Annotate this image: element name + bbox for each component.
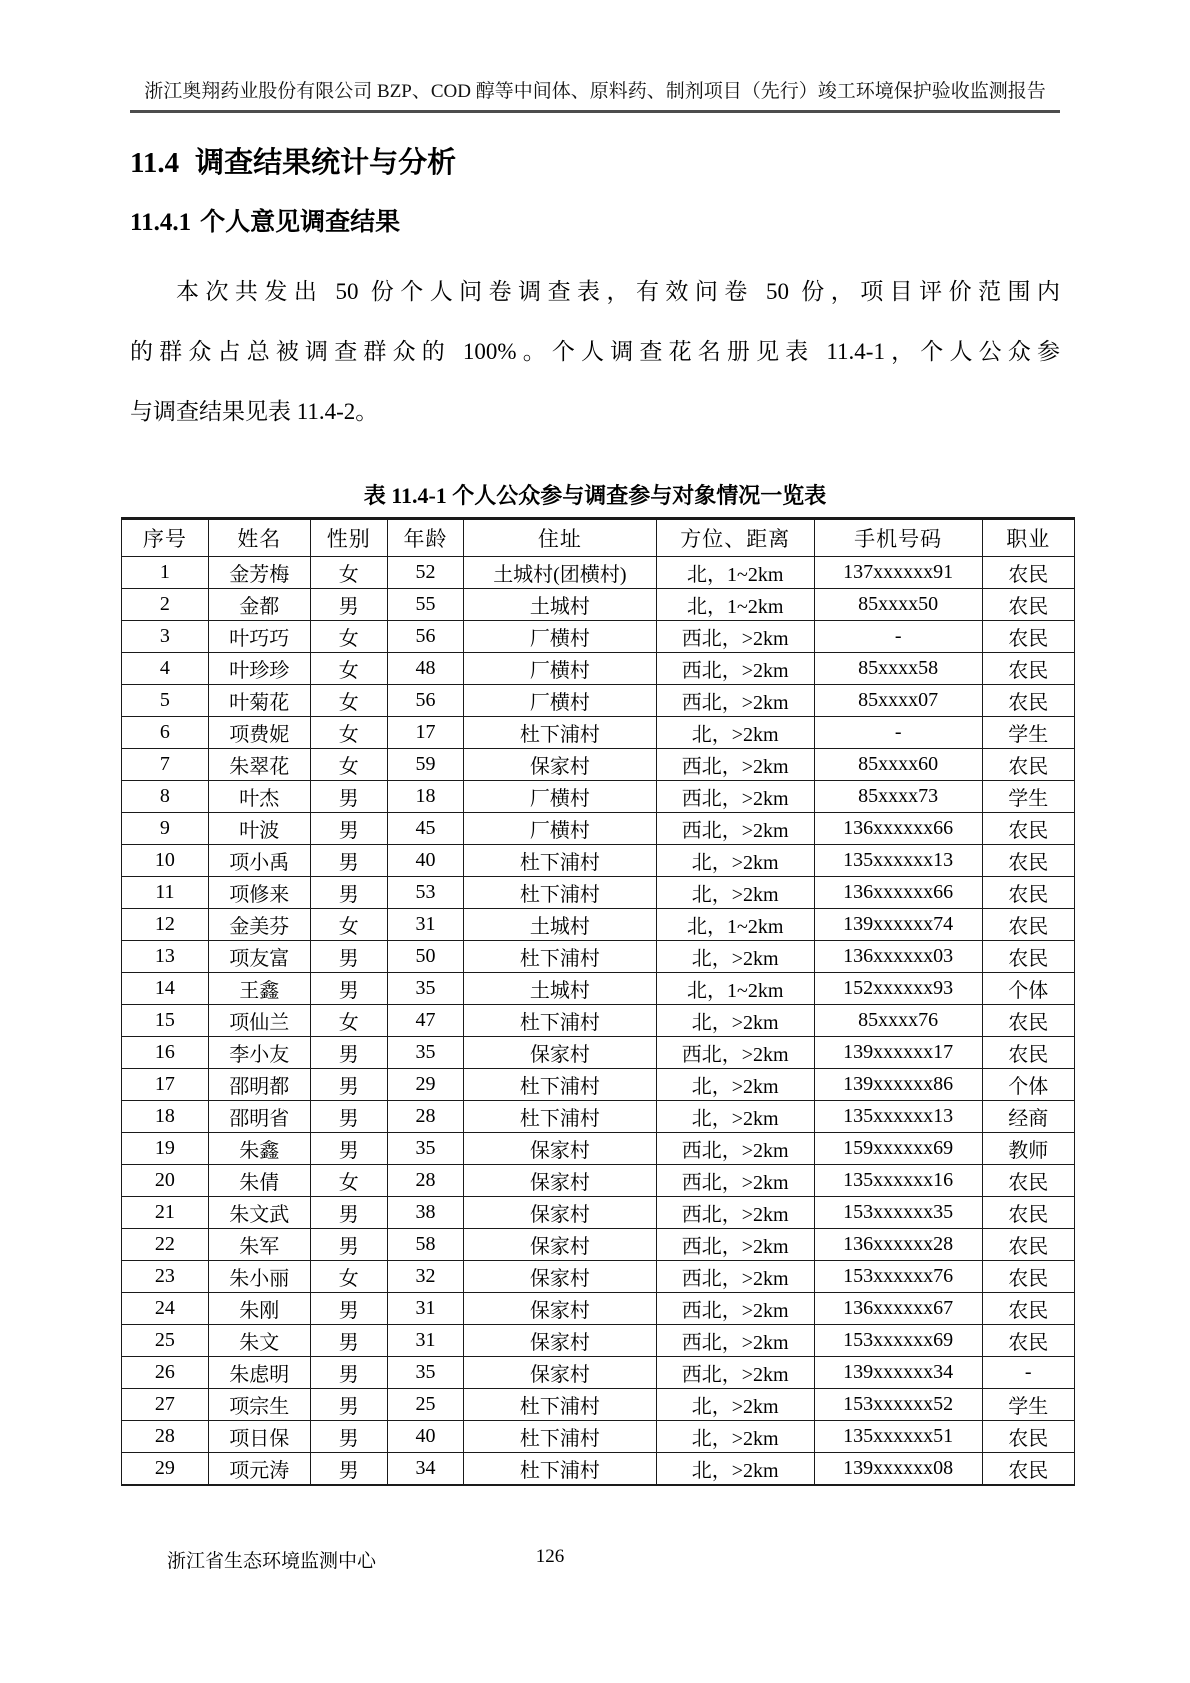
table-cell: 项日保 <box>208 1421 310 1453</box>
table-row <box>122 1293 1075 1325</box>
table-cell: 厂横村 <box>464 653 657 685</box>
table-cell: 85xxxx76 <box>814 1005 982 1037</box>
table-cell: 男 <box>310 1037 387 1069</box>
table-cell: 北，>2km <box>656 941 814 973</box>
table-cell: 厂横村 <box>464 621 657 653</box>
table-row <box>122 1421 1075 1453</box>
table-cell: 西北，>2km <box>656 813 814 845</box>
table-cell: 农民 <box>982 1005 1074 1037</box>
table-cell: 北，1~2km <box>656 909 814 941</box>
table-cell: 男 <box>310 813 387 845</box>
table-cell: 男 <box>310 1229 387 1261</box>
table-cell: 29 <box>387 1069 463 1101</box>
table-row <box>122 781 1075 813</box>
table-row <box>122 653 1075 685</box>
table-cell: 58 <box>387 1229 463 1261</box>
table-cell: 北，>2km <box>656 717 814 749</box>
table-cell: 139xxxxxx34 <box>814 1357 982 1389</box>
table-cell: 北，1~2km <box>656 589 814 621</box>
table-row <box>122 1069 1075 1101</box>
table-row <box>122 1389 1075 1421</box>
table-cell: 53 <box>387 877 463 909</box>
table-cell: 136xxxxxx67 <box>814 1293 982 1325</box>
table-cell: 邵明都 <box>208 1069 310 1101</box>
table-cell: 28 <box>122 1421 209 1453</box>
table-row <box>122 1005 1075 1037</box>
table-cell: 男 <box>310 1293 387 1325</box>
table-cell: 保家村 <box>464 1037 657 1069</box>
table-cell: 杜下浦村 <box>464 877 657 909</box>
table-row <box>122 621 1075 653</box>
table-cell: 18 <box>387 781 463 813</box>
table-cell: 农民 <box>982 1197 1074 1229</box>
table-row <box>122 1037 1075 1069</box>
table-cell: 139xxxxxx08 <box>814 1453 982 1486</box>
table-cell: 28 <box>387 1165 463 1197</box>
table-cell: 56 <box>387 621 463 653</box>
table-cell: 男 <box>310 1325 387 1357</box>
table-row <box>122 1357 1075 1389</box>
table-cell: 40 <box>387 845 463 877</box>
table-cell: 朱虑明 <box>208 1357 310 1389</box>
table-cell: 13 <box>122 941 209 973</box>
table-row <box>122 1453 1075 1486</box>
table-cell: 土城村(团横村) <box>464 557 657 589</box>
table-cell: 农民 <box>982 1037 1074 1069</box>
table-cell: 西北，>2km <box>656 653 814 685</box>
table-cell: 西北，>2km <box>656 1197 814 1229</box>
table-row <box>122 1165 1075 1197</box>
table-cell: 24 <box>122 1293 209 1325</box>
table-cell: 北，>2km <box>656 1005 814 1037</box>
table-cell: 27 <box>122 1389 209 1421</box>
table-cell: 叶珍珍 <box>208 653 310 685</box>
table-row <box>122 519 1075 557</box>
table-cell: 西北，>2km <box>656 1133 814 1165</box>
table-cell: 土城村 <box>464 909 657 941</box>
table-cell: 136xxxxxx66 <box>814 877 982 909</box>
table-row <box>122 685 1075 717</box>
table-cell: 16 <box>122 1037 209 1069</box>
table-cell: 17 <box>122 1069 209 1101</box>
table-cell: 14 <box>122 973 209 1005</box>
table-cell: 北，>2km <box>656 1389 814 1421</box>
table-cell: 女 <box>310 717 387 749</box>
table-cell: 137xxxxxx91 <box>814 557 982 589</box>
table-cell: 西北，>2km <box>656 685 814 717</box>
table-cell: 土城村 <box>464 973 657 1005</box>
paragraph-line: 的群众占总被调查群众的 100%。个人调查花名册见表 11.4-1，个人公众参 <box>130 339 1060 364</box>
table-row <box>122 877 1075 909</box>
table-cell: 保家村 <box>464 1261 657 1293</box>
table-cell: 农民 <box>982 621 1074 653</box>
table-cell: 女 <box>310 909 387 941</box>
table-column-header: 姓名 <box>208 519 310 557</box>
table-cell: 农民 <box>982 1165 1074 1197</box>
table-cell: 25 <box>387 1389 463 1421</box>
table-cell: 叶波 <box>208 813 310 845</box>
subsection-title: 个人意见调查结果 <box>200 209 401 236</box>
table-cell: 男 <box>310 1133 387 1165</box>
table-cell: 保家村 <box>464 1165 657 1197</box>
table-cell: 西北，>2km <box>656 1357 814 1389</box>
table-cell: 男 <box>310 1421 387 1453</box>
table-cell: 项元涛 <box>208 1453 310 1486</box>
table-cell: 139xxxxxx74 <box>814 909 982 941</box>
table-cell: 厂横村 <box>464 781 657 813</box>
table-cell: 保家村 <box>464 1357 657 1389</box>
table-column-header: 住址 <box>464 519 657 557</box>
table-cell: 153xxxxxx52 <box>814 1389 982 1421</box>
footer-organization: 浙江省生态环境监测中心 <box>167 1551 377 1572</box>
table-cell: 杜下浦村 <box>464 1069 657 1101</box>
section-title: 调查结果统计与分析 <box>195 147 457 179</box>
table-cell: 32 <box>387 1261 463 1293</box>
table-cell: 35 <box>387 973 463 1005</box>
table-cell: 金都 <box>208 589 310 621</box>
table-cell: 农民 <box>982 1421 1074 1453</box>
table-cell: 18 <box>122 1101 209 1133</box>
table-cell: 女 <box>310 1165 387 1197</box>
table-row <box>122 1197 1075 1229</box>
table-cell: 保家村 <box>464 749 657 781</box>
table-cell: 153xxxxxx76 <box>814 1261 982 1293</box>
table-cell: 85xxxx50 <box>814 589 982 621</box>
table-cell: 农民 <box>982 909 1074 941</box>
table-cell: 31 <box>387 909 463 941</box>
table-cell: 139xxxxxx17 <box>814 1037 982 1069</box>
table-row <box>122 845 1075 877</box>
table-cell: - <box>814 621 982 653</box>
table-cell: 85xxxx58 <box>814 653 982 685</box>
section-number: 11.4 <box>130 147 180 179</box>
table-cell: 项修来 <box>208 877 310 909</box>
table-cell: 153xxxxxx35 <box>814 1197 982 1229</box>
table-cell: 朱小丽 <box>208 1261 310 1293</box>
table-header-row <box>122 519 1075 557</box>
table-cell: 保家村 <box>464 1325 657 1357</box>
table-cell: 女 <box>310 749 387 781</box>
table-cell: 男 <box>310 1357 387 1389</box>
table-cell: 男 <box>310 973 387 1005</box>
table-cell: 6 <box>122 717 209 749</box>
table-cell: 8 <box>122 781 209 813</box>
table-cell: 西北，>2km <box>656 621 814 653</box>
table-cell: 农民 <box>982 845 1074 877</box>
table-row <box>122 589 1075 621</box>
table-cell: 85xxxx07 <box>814 685 982 717</box>
table-cell: 26 <box>122 1357 209 1389</box>
subsection-heading-11-4-1 <box>130 202 400 238</box>
table-cell: - <box>982 1357 1074 1389</box>
table-cell: 2 <box>122 589 209 621</box>
table-cell: 学生 <box>982 1389 1074 1421</box>
table-cell: 农民 <box>982 685 1074 717</box>
table-cell: 保家村 <box>464 1197 657 1229</box>
table-cell: 女 <box>310 557 387 589</box>
table-cell: 153xxxxxx69 <box>814 1325 982 1357</box>
table-cell: 34 <box>387 1453 463 1486</box>
table-row <box>122 717 1075 749</box>
table-cell: 47 <box>387 1005 463 1037</box>
table-cell: 项仙兰 <box>208 1005 310 1037</box>
table-column-header: 性别 <box>310 519 387 557</box>
table-row <box>122 557 1075 589</box>
table-cell: 朱翠花 <box>208 749 310 781</box>
table-cell: 土城村 <box>464 589 657 621</box>
table-cell: 杜下浦村 <box>464 941 657 973</box>
table-cell: 25 <box>122 1325 209 1357</box>
table-cell: 135xxxxxx16 <box>814 1165 982 1197</box>
table-column-header: 方位、距离 <box>656 519 814 557</box>
table-cell: 杜下浦村 <box>464 717 657 749</box>
table-cell: 135xxxxxx13 <box>814 845 982 877</box>
table-cell: 男 <box>310 845 387 877</box>
table-cell: 教师 <box>982 1133 1074 1165</box>
table-cell: 农民 <box>982 1453 1074 1486</box>
table-cell: 52 <box>387 557 463 589</box>
table-cell: 48 <box>387 653 463 685</box>
table-cell: 5 <box>122 685 209 717</box>
table-cell: 10 <box>122 845 209 877</box>
table-cell: 西北，>2km <box>656 1165 814 1197</box>
table-cell: 朱倩 <box>208 1165 310 1197</box>
table-cell: 男 <box>310 1197 387 1229</box>
table-row <box>122 1325 1075 1357</box>
table-cell: 杜下浦村 <box>464 1005 657 1037</box>
table-cell: 西北，>2km <box>656 781 814 813</box>
table-cell: 学生 <box>982 781 1074 813</box>
table-cell: 女 <box>310 1261 387 1293</box>
table-cell: 西北，>2km <box>656 1037 814 1069</box>
table-row <box>122 941 1075 973</box>
table-cell: 男 <box>310 877 387 909</box>
table-cell: 3 <box>122 621 209 653</box>
table-cell: 厂横村 <box>464 685 657 717</box>
table-cell: 22 <box>122 1229 209 1261</box>
table-row <box>122 973 1075 1005</box>
table-cell: 杜下浦村 <box>464 1101 657 1133</box>
table-cell: 136xxxxxx03 <box>814 941 982 973</box>
table-cell: 西北，>2km <box>656 1261 814 1293</box>
table-cell: 55 <box>387 589 463 621</box>
table-cell: 北，>2km <box>656 1421 814 1453</box>
table-cell: 农民 <box>982 877 1074 909</box>
table-cell: 项小禹 <box>208 845 310 877</box>
table-row <box>122 813 1075 845</box>
table-cell: 个体 <box>982 973 1074 1005</box>
table-column-header: 年龄 <box>387 519 463 557</box>
table-column-header: 序号 <box>122 519 209 557</box>
table-cell: 139xxxxxx86 <box>814 1069 982 1101</box>
table-cell: 农民 <box>982 1229 1074 1261</box>
table-cell: 杜下浦村 <box>464 1389 657 1421</box>
table-cell: 45 <box>387 813 463 845</box>
table-cell: 农民 <box>982 813 1074 845</box>
table-cell: 男 <box>310 589 387 621</box>
table-cell: 20 <box>122 1165 209 1197</box>
table-cell: 19 <box>122 1133 209 1165</box>
table-cell: 保家村 <box>464 1229 657 1261</box>
table-body <box>122 557 1075 1486</box>
table-cell: 金芳梅 <box>208 557 310 589</box>
table-cell: 农民 <box>982 1261 1074 1293</box>
table-row <box>122 1229 1075 1261</box>
table-cell: 朱军 <box>208 1229 310 1261</box>
table-cell: 9 <box>122 813 209 845</box>
table-cell: 男 <box>310 1069 387 1101</box>
table-cell: 50 <box>387 941 463 973</box>
table-cell: 农民 <box>982 589 1074 621</box>
table-cell: 北，1~2km <box>656 557 814 589</box>
table-cell: 项友富 <box>208 941 310 973</box>
table-cell: 农民 <box>982 749 1074 781</box>
table-cell: 朱鑫 <box>208 1133 310 1165</box>
table-cell: 85xxxx60 <box>814 749 982 781</box>
table-cell: 杜下浦村 <box>464 1453 657 1486</box>
table-cell: 厂横村 <box>464 813 657 845</box>
table-cell: 叶杰 <box>208 781 310 813</box>
table-cell: 朱文 <box>208 1325 310 1357</box>
table-cell: 56 <box>387 685 463 717</box>
table-cell: 项宗生 <box>208 1389 310 1421</box>
table-cell: 学生 <box>982 717 1074 749</box>
table-cell: 136xxxxxx28 <box>814 1229 982 1261</box>
table-cell: 38 <box>387 1197 463 1229</box>
table-cell: 31 <box>387 1325 463 1357</box>
table-cell: 男 <box>310 1101 387 1133</box>
table-cell: 135xxxxxx51 <box>814 1421 982 1453</box>
table-cell: 11 <box>122 877 209 909</box>
section-heading-11-4 <box>130 140 456 181</box>
table-cell: 北，>2km <box>656 877 814 909</box>
table-cell: - <box>814 717 982 749</box>
table-cell: 21 <box>122 1197 209 1229</box>
subsection-number: 11.4.1 <box>130 209 192 236</box>
body-paragraph <box>130 262 1060 442</box>
table-cell: 136xxxxxx66 <box>814 813 982 845</box>
table-cell: 29 <box>122 1453 209 1486</box>
table-cell: 西北，>2km <box>656 1293 814 1325</box>
table-caption: 表 11.4-1 个人公众参与调查参与对象情况一览表 <box>363 483 827 508</box>
table-cell: 保家村 <box>464 1133 657 1165</box>
table-cell: 杜下浦村 <box>464 1421 657 1453</box>
table-cell: 农民 <box>982 557 1074 589</box>
paragraph-line: 与调查结果见表 11.4-2。 <box>130 399 379 424</box>
table-cell: 西北，>2km <box>656 749 814 781</box>
table-cell: 152xxxxxx93 <box>814 973 982 1005</box>
table-row <box>122 749 1075 781</box>
page-number: 126 <box>535 1546 565 1567</box>
table-cell: 12 <box>122 909 209 941</box>
paragraph-line: 本次共发出 50 份个人问卷调查表，有效问卷 50 份，项目评价范围内 <box>176 279 1060 304</box>
table-cell: 女 <box>310 685 387 717</box>
table-cell: 159xxxxxx69 <box>814 1133 982 1165</box>
document-header-title: 浙江奥翔药业股份有限公司 BZP、COD 醇等中间体、原料药、制剂项目（先行）竣工环境保护验收监测报告 <box>144 81 1046 102</box>
table-cell: 40 <box>387 1421 463 1453</box>
table-cell: 59 <box>387 749 463 781</box>
table-cell: 28 <box>387 1101 463 1133</box>
table-cell: 女 <box>310 1005 387 1037</box>
table-cell: 北，>2km <box>656 845 814 877</box>
table-cell: 保家村 <box>464 1293 657 1325</box>
header-divider-rule <box>130 110 1060 113</box>
table-cell: 杜下浦村 <box>464 845 657 877</box>
table-cell: 个体 <box>982 1069 1074 1101</box>
table-cell: 男 <box>310 1389 387 1421</box>
table-cell: 农民 <box>982 1325 1074 1357</box>
table-cell: 农民 <box>982 1293 1074 1325</box>
table-cell: 北，>2km <box>656 1101 814 1133</box>
table-cell: 男 <box>310 1453 387 1486</box>
table-cell: 北，>2km <box>656 1453 814 1486</box>
table-cell: 135xxxxxx13 <box>814 1101 982 1133</box>
table-cell: 王鑫 <box>208 973 310 1005</box>
table-cell: 85xxxx73 <box>814 781 982 813</box>
table-cell: 经商 <box>982 1101 1074 1133</box>
table-row <box>122 1101 1075 1133</box>
table-cell: 叶菊花 <box>208 685 310 717</box>
table-column-header: 职业 <box>982 519 1074 557</box>
table-cell: 农民 <box>982 941 1074 973</box>
table-cell: 1 <box>122 557 209 589</box>
table-cell: 李小友 <box>208 1037 310 1069</box>
table-cell: 35 <box>387 1133 463 1165</box>
table-cell: 女 <box>310 653 387 685</box>
table-cell: 项费妮 <box>208 717 310 749</box>
table-cell: 35 <box>387 1037 463 1069</box>
table-cell: 农民 <box>982 653 1074 685</box>
survey-table <box>121 517 1075 1486</box>
table-row <box>122 1261 1075 1293</box>
table-cell: 23 <box>122 1261 209 1293</box>
table-cell: 15 <box>122 1005 209 1037</box>
table-cell: 邵明省 <box>208 1101 310 1133</box>
table-cell: 北，>2km <box>656 1069 814 1101</box>
table-cell: 朱文武 <box>208 1197 310 1229</box>
table-cell: 朱刚 <box>208 1293 310 1325</box>
table-cell: 叶巧巧 <box>208 621 310 653</box>
table-cell: 男 <box>310 781 387 813</box>
table-cell: 女 <box>310 621 387 653</box>
table-cell: 35 <box>387 1357 463 1389</box>
table-cell: 西北，>2km <box>656 1229 814 1261</box>
table-cell: 男 <box>310 941 387 973</box>
table-row <box>122 1133 1075 1165</box>
table-row <box>122 909 1075 941</box>
table-cell: 4 <box>122 653 209 685</box>
table-cell: 北，1~2km <box>656 973 814 1005</box>
table-cell: 17 <box>387 717 463 749</box>
table-cell: 西北，>2km <box>656 1325 814 1357</box>
table-column-header: 手机号码 <box>814 519 982 557</box>
table-cell: 31 <box>387 1293 463 1325</box>
table-cell: 7 <box>122 749 209 781</box>
table-cell: 金美芬 <box>208 909 310 941</box>
